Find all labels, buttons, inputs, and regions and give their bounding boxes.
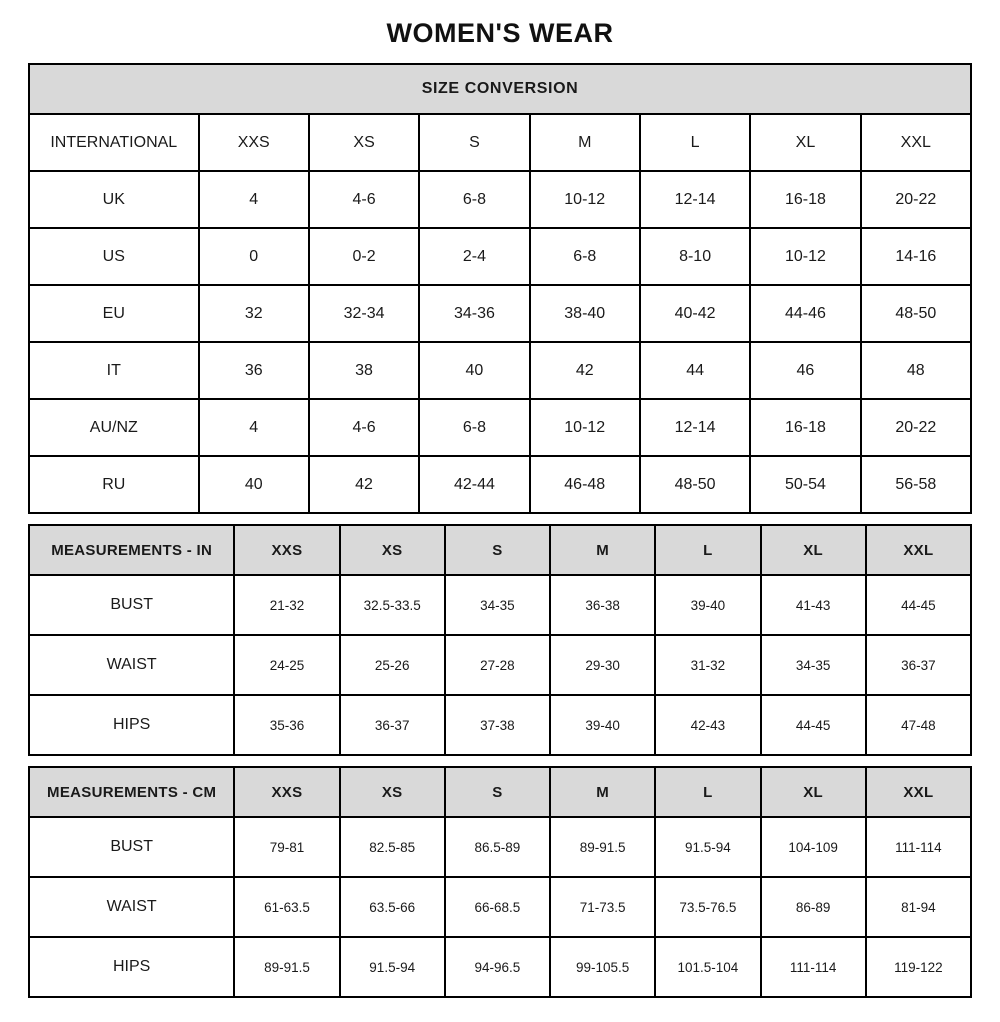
row-label-cell: BUST: [29, 575, 234, 635]
value-cell: 8-10: [640, 228, 750, 285]
value-cell: 29-30: [550, 635, 655, 695]
value-cell: 42-43: [655, 695, 760, 755]
value-cell: 10-12: [530, 171, 640, 228]
table-row: [29, 817, 971, 877]
value-cell: 42-44: [419, 456, 529, 513]
column-header-row: [29, 114, 971, 171]
row-label-cell: HIPS: [29, 695, 234, 755]
value-cell: 42: [309, 456, 419, 513]
page-title: WOMEN'S WEAR: [386, 18, 614, 48]
value-cell: 36: [199, 342, 309, 399]
value-cell: 34-35: [445, 575, 550, 635]
row-label-cell: AU/NZ: [29, 399, 199, 456]
value-cell: 81-94: [866, 877, 971, 937]
value-cell: 89-91.5: [550, 817, 655, 877]
row-label-cell: UK: [29, 171, 199, 228]
table-row: [29, 285, 971, 342]
value-cell: 16-18: [750, 171, 860, 228]
size-conversion-table: [28, 63, 972, 514]
column-header-cell: M: [550, 525, 655, 575]
column-header-cell: S: [445, 767, 550, 817]
column-header-cell: S: [419, 114, 529, 171]
value-cell: 47-48: [866, 695, 971, 755]
value-cell: 119-122: [866, 937, 971, 997]
value-cell: 104-109: [761, 817, 866, 877]
column-header-cell: M: [550, 767, 655, 817]
value-cell: 0-2: [309, 228, 419, 285]
value-cell: 38-40: [530, 285, 640, 342]
value-cell: 42: [530, 342, 640, 399]
value-cell: 61-63.5: [234, 877, 339, 937]
value-cell: 86-89: [761, 877, 866, 937]
value-cell: 63.5-66: [340, 877, 445, 937]
value-cell: 32.5-33.5: [340, 575, 445, 635]
column-header-cell: XXL: [861, 114, 971, 171]
value-cell: 25-26: [340, 635, 445, 695]
value-cell: 46: [750, 342, 860, 399]
value-cell: 6-8: [419, 399, 529, 456]
column-header-cell: XS: [309, 114, 419, 171]
column-header-cell: L: [640, 114, 750, 171]
column-header-cell: XXS: [199, 114, 309, 171]
value-cell: 31-32: [655, 635, 760, 695]
value-cell: 4: [199, 171, 309, 228]
value-cell: 94-96.5: [445, 937, 550, 997]
value-cell: 91.5-94: [655, 817, 760, 877]
value-cell: 40: [419, 342, 529, 399]
column-header-cell: S: [445, 525, 550, 575]
value-cell: 21-32: [234, 575, 339, 635]
value-cell: 2-4: [419, 228, 529, 285]
value-cell: 82.5-85: [340, 817, 445, 877]
row-label-cell: HIPS: [29, 937, 234, 997]
value-cell: 101.5-104: [655, 937, 760, 997]
column-header-cell: XXL: [866, 525, 971, 575]
value-cell: 38: [309, 342, 419, 399]
column-header-cell: XL: [761, 525, 866, 575]
value-cell: 46-48: [530, 456, 640, 513]
value-cell: 99-105.5: [550, 937, 655, 997]
value-cell: 12-14: [640, 171, 750, 228]
value-cell: 32-34: [309, 285, 419, 342]
column-header-cell: XS: [340, 525, 445, 575]
value-cell: 4-6: [309, 399, 419, 456]
row-label-cell: BUST: [29, 817, 234, 877]
value-cell: 4: [199, 399, 309, 456]
value-cell: 20-22: [861, 171, 971, 228]
value-cell: 36-37: [866, 635, 971, 695]
table-row: [29, 695, 971, 755]
value-cell: 40-42: [640, 285, 750, 342]
value-cell: 44-45: [761, 695, 866, 755]
column-header-cell: L: [655, 525, 760, 575]
row-label-cell: RU: [29, 456, 199, 513]
table-row: [29, 456, 971, 513]
value-cell: 56-58: [861, 456, 971, 513]
corner-header-cell: MEASUREMENTS - IN: [29, 525, 234, 575]
value-cell: 48-50: [861, 285, 971, 342]
column-header-cell: L: [655, 767, 760, 817]
value-cell: 111-114: [761, 937, 866, 997]
value-cell: 79-81: [234, 817, 339, 877]
value-cell: 34-35: [761, 635, 866, 695]
value-cell: 39-40: [550, 695, 655, 755]
value-cell: 50-54: [750, 456, 860, 513]
value-cell: 27-28: [445, 635, 550, 695]
column-header-cell: XXS: [234, 767, 339, 817]
table-row: [29, 342, 971, 399]
table-row: [29, 171, 971, 228]
table-row: [29, 575, 971, 635]
value-cell: 48: [861, 342, 971, 399]
column-header-cell: M: [530, 114, 640, 171]
value-cell: 91.5-94: [340, 937, 445, 997]
corner-header-cell: INTERNATIONAL: [29, 114, 199, 171]
row-label-cell: WAIST: [29, 877, 234, 937]
value-cell: 10-12: [530, 399, 640, 456]
table-title: SIZE CONVERSION: [29, 64, 971, 114]
value-cell: 44-45: [866, 575, 971, 635]
column-header-cell: XXS: [234, 525, 339, 575]
table-title-row: [29, 64, 971, 114]
table-row: [29, 228, 971, 285]
table-row: [29, 399, 971, 456]
table-row: [29, 877, 971, 937]
value-cell: 20-22: [861, 399, 971, 456]
column-header-cell: XXL: [866, 767, 971, 817]
column-header-row: [29, 525, 971, 575]
value-cell: 12-14: [640, 399, 750, 456]
value-cell: 35-36: [234, 695, 339, 755]
corner-header-cell: MEASUREMENTS - CM: [29, 767, 234, 817]
value-cell: 48-50: [640, 456, 750, 513]
value-cell: 73.5-76.5: [655, 877, 760, 937]
column-header-cell: XL: [750, 114, 860, 171]
value-cell: 32: [199, 285, 309, 342]
column-header-cell: XL: [761, 767, 866, 817]
value-cell: 66-68.5: [445, 877, 550, 937]
table-row: [29, 635, 971, 695]
value-cell: 44: [640, 342, 750, 399]
value-cell: 34-36: [419, 285, 529, 342]
measurements-in-table: [28, 524, 972, 756]
measurements-cm-table: [28, 766, 972, 998]
value-cell: 24-25: [234, 635, 339, 695]
column-header-row: [29, 767, 971, 817]
column-header-cell: XS: [340, 767, 445, 817]
value-cell: 39-40: [655, 575, 760, 635]
value-cell: 89-91.5: [234, 937, 339, 997]
value-cell: 4-6: [309, 171, 419, 228]
value-cell: 16-18: [750, 399, 860, 456]
row-label-cell: US: [29, 228, 199, 285]
value-cell: 10-12: [750, 228, 860, 285]
row-label-cell: EU: [29, 285, 199, 342]
value-cell: 14-16: [861, 228, 971, 285]
value-cell: 44-46: [750, 285, 860, 342]
table-row: [29, 937, 971, 997]
value-cell: 86.5-89: [445, 817, 550, 877]
value-cell: 41-43: [761, 575, 866, 635]
value-cell: 71-73.5: [550, 877, 655, 937]
row-label-cell: WAIST: [29, 635, 234, 695]
value-cell: 40: [199, 456, 309, 513]
value-cell: 111-114: [866, 817, 971, 877]
value-cell: 37-38: [445, 695, 550, 755]
value-cell: 36-38: [550, 575, 655, 635]
value-cell: 0: [199, 228, 309, 285]
value-cell: 6-8: [530, 228, 640, 285]
value-cell: 6-8: [419, 171, 529, 228]
value-cell: 36-37: [340, 695, 445, 755]
row-label-cell: IT: [29, 342, 199, 399]
